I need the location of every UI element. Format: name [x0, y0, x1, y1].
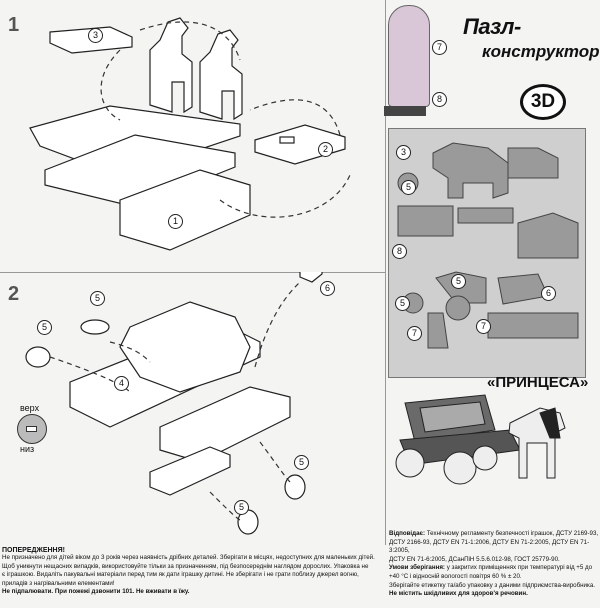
- part-marker: 5: [401, 180, 416, 195]
- safety-text: Не містить шкідливих для здоров'я речовин.: [389, 590, 528, 598]
- step-2-diagram: [0, 272, 385, 545]
- part-marker: 2: [318, 142, 333, 157]
- part-marker: 4: [114, 376, 129, 391]
- part-marker: 7: [432, 40, 447, 55]
- orientation-top-label: верх: [20, 403, 40, 413]
- warning-note: Не підпалювати. При пожежі дзвонити 101. Не вживати в їжу.: [2, 588, 190, 596]
- product-name: «ПРИНЦЕСА»: [487, 374, 589, 391]
- part-marker: 1: [168, 214, 183, 229]
- part-marker: 5: [451, 274, 466, 289]
- part-marker: 5: [234, 500, 249, 515]
- part-marker: 8: [392, 244, 407, 259]
- warning-block: [2, 547, 387, 597]
- step-1-number: 1: [8, 14, 20, 36]
- part-marker: 7: [407, 326, 422, 341]
- part-marker: 5: [37, 320, 52, 335]
- part-marker: 6: [541, 286, 556, 301]
- part-marker: 5: [294, 455, 309, 470]
- figure-stand: [384, 106, 426, 116]
- warning-text: Не призначено для дітей віком до 3 років через наявність дрібних деталей. Зберігати в місцях, недоступних для маленьких дітей.: [2, 554, 375, 561]
- step-2-number: 2: [8, 283, 20, 305]
- part-marker: 3: [88, 28, 103, 43]
- storage-text: у закритих приміщеннях при температурі від +5 до: [446, 564, 593, 572]
- product-title-line1: Пазл-: [463, 14, 521, 39]
- compliance-text: Технічному регламенту безпечності іграшок, ДСТУ 2169-93,: [426, 530, 599, 537]
- carriage-illustration: [390, 378, 590, 508]
- part-marker: 5: [90, 291, 105, 306]
- part-marker: 8: [432, 92, 447, 107]
- warning-title: ПОПЕРЕДЖЕННЯ!: [2, 547, 65, 554]
- step-1-diagram: [0, 0, 385, 272]
- part-marker: 3: [396, 145, 411, 160]
- warning-text: приладів з нагрівальними елементами!: [2, 579, 115, 587]
- product-title-line2: конструктор: [482, 42, 600, 61]
- compliance-block: [389, 530, 599, 599]
- storage-label: Умови зберігання:: [389, 564, 445, 572]
- compliance-text: ДСТУ 2166-93, ДСТУ EN 71-1:2006, ДСТУ EN 71-2:2005, ДСТУ EN 71-3:2005,: [389, 538, 590, 555]
- warning-text: є іграшкою. Видаліть пакувальні матеріали перед тим як дати іграшку дитині. Не зберігати і не грати поблизу джерел вогню,: [2, 571, 359, 579]
- part-marker: 6: [320, 281, 335, 296]
- storage-text: +40 °С і відносній вологості повітря 60 % ± 20.: [389, 572, 522, 580]
- princess-figure: [388, 5, 430, 107]
- compliance-text: ДСТУ EN 71-6:2005, ДСанПіН 5.5.6.012-98, ГОСТ 25779-90.: [389, 555, 560, 563]
- compliance-label: Відповідає:: [389, 530, 426, 537]
- part-marker: 5: [395, 296, 410, 311]
- orientation-bottom-label: низ: [20, 444, 35, 454]
- badge-3d: 3D: [520, 84, 566, 120]
- storage-text: Зберігайте етикетку та/або упаковку з даними підприємства-виробника.: [389, 581, 596, 589]
- orientation-slot: [26, 426, 37, 432]
- part-marker: 7: [476, 319, 491, 334]
- warning-text: Щоб уникнути нещасних випадків, використовуйте тільки за призначенням, під безпосереднім наглядом дорослих. Упаковка не: [2, 562, 369, 570]
